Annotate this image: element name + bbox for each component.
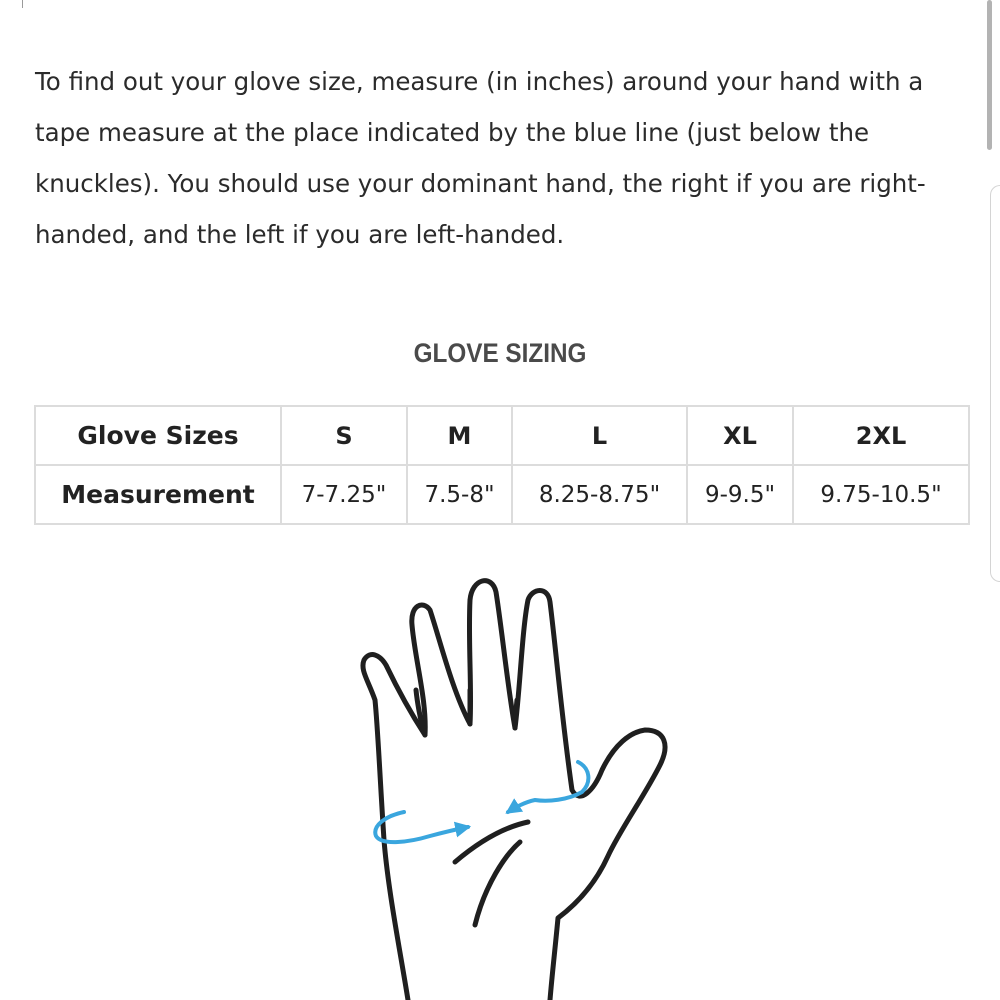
measurement-cell-2xl: 9.75-10.5": [793, 465, 969, 524]
glove-sizing-title: GLOVE SIZING: [413, 338, 587, 368]
instructions-line: knuckles). You should use your dominant hand, the right if you are right-: [35, 169, 926, 198]
measurement-cell-m: 7.5-8": [407, 465, 512, 524]
measurement-cell-l: 8.25-8.75": [512, 465, 687, 524]
hand-outline: [363, 581, 665, 1000]
size-cell-l: L: [512, 406, 687, 465]
size-cell-m: M: [407, 406, 512, 465]
top-divider-tick: [22, 0, 23, 8]
scrollbar-thumb[interactable]: [987, 0, 992, 150]
instructions-line: tape measure at the place indicated by the blue line (just below the: [35, 118, 870, 147]
palm-crease-lower: [475, 842, 520, 925]
hand-measure-icon: [355, 570, 685, 1000]
table-row-sizes: [35, 406, 969, 465]
tape-loop-left: [375, 812, 468, 842]
measurement-cell-s: 7-7.25": [281, 465, 407, 524]
sizing-instructions: [35, 56, 980, 260]
side-panel-handle[interactable]: [990, 185, 1000, 582]
size-cell-2xl: 2XL: [793, 406, 969, 465]
measurement-label: Measurement: [35, 465, 281, 524]
size-cell-s: S: [281, 406, 407, 465]
instructions-line: To find out your glove size, measure (in inches) around your hand with a: [35, 67, 924, 96]
instructions-line: handed, and the left if you are left-handed.: [35, 220, 565, 249]
glove-sizes-label: Glove Sizes: [35, 406, 281, 465]
glove-size-table: [34, 405, 970, 525]
tape-loop-right: [508, 762, 588, 812]
size-cell-xl: XL: [687, 406, 793, 465]
table-row-measurements: [35, 465, 969, 524]
measurement-cell-xl: 9-9.5": [687, 465, 793, 524]
ring-finger-gap: [515, 700, 517, 728]
